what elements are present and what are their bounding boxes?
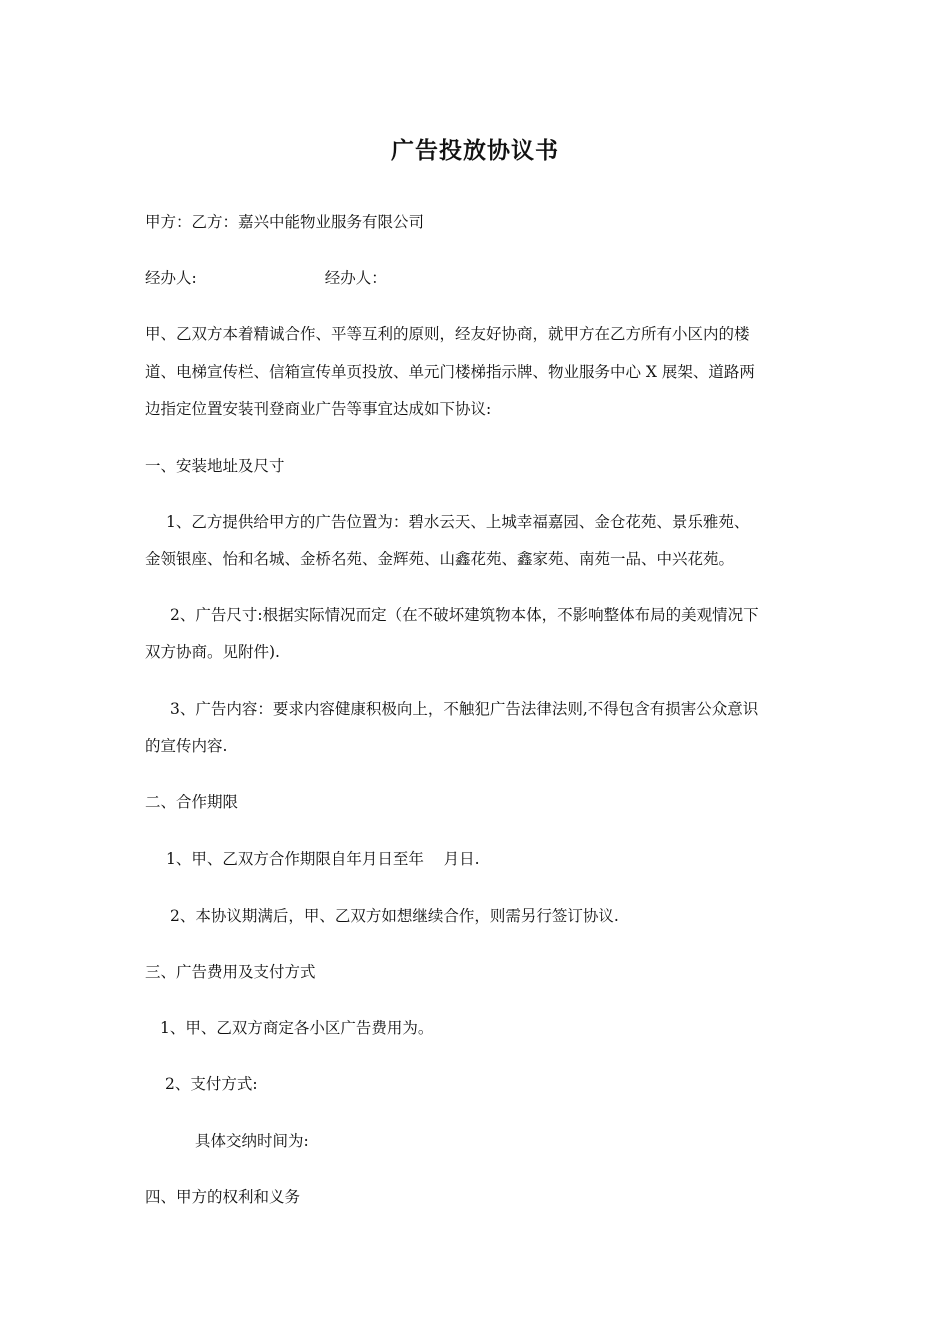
section3-item1: 1、甲、乙双方商定各小区广告费用为。 (160, 1019, 434, 1037)
agent-line (145, 268, 815, 288)
section2-item1: 1、甲、乙双方合作期限自年月日至年 月日. (166, 850, 480, 868)
section2-item2: 2、本协议期满后，甲、乙双方如想继续合作，则需另行签订协议. (170, 907, 619, 925)
intro-line-3: 边指定位置安装刊登商业广告等事宜达成如下协议: (145, 400, 492, 418)
parties-line: 甲方：乙方：嘉兴中能物业服务有限公司 (145, 213, 425, 231)
section1-item3-line2: 的宣传内容. (145, 737, 228, 755)
section1-item3-line1: 3、广告内容：要求内容健康积极向上，不触犯广告法律法则,不得包含有损害公众意识 (170, 700, 759, 718)
section3-item2: 2、支付方式: (165, 1075, 258, 1093)
section1-item1-line1: 1、乙方提供给甲方的广告位置为：碧水云天、上城幸福嘉园、金仓花苑、景乐雅苑、 (166, 513, 750, 531)
section1-item2-line1: 2、广告尺寸:根据实际情况而定（在不破坏建筑物本体，不影响整体布局的美观情况下 (170, 606, 759, 624)
section3-item3: 具体交纳时间为: (195, 1132, 309, 1150)
section3-heading: 三、广告费用及支付方式 (145, 963, 316, 981)
agent-b-label: 经办人： (324, 269, 387, 287)
agent-a-label: 经办人: (145, 269, 197, 287)
document-title: 广告投放协议书 (391, 138, 559, 164)
section1-item2-line2: 双方协商。见附件). (145, 643, 280, 661)
intro-line-1: 甲、乙双方本着精诚合作、平等互利的原则，经友好协商，就甲方在乙方所有小区内的楼 (145, 325, 750, 343)
section1-heading: 一、安装地址及尺寸 (145, 457, 285, 475)
intro-line-2: 道、电梯宣传栏、信箱宣传单页投放、单元门楼梯指示牌、物业服务中心 X 展架、道路两 (145, 363, 755, 381)
section2-heading: 二、合作期限 (145, 793, 239, 811)
section1-item1-line2: 金领银座、怡和名城、金桥名苑、金辉苑、山鑫花苑、鑫家苑、南苑一品、中兴花苑。 (145, 550, 735, 568)
section4-heading: 四、甲方的权利和义务 (145, 1188, 301, 1206)
